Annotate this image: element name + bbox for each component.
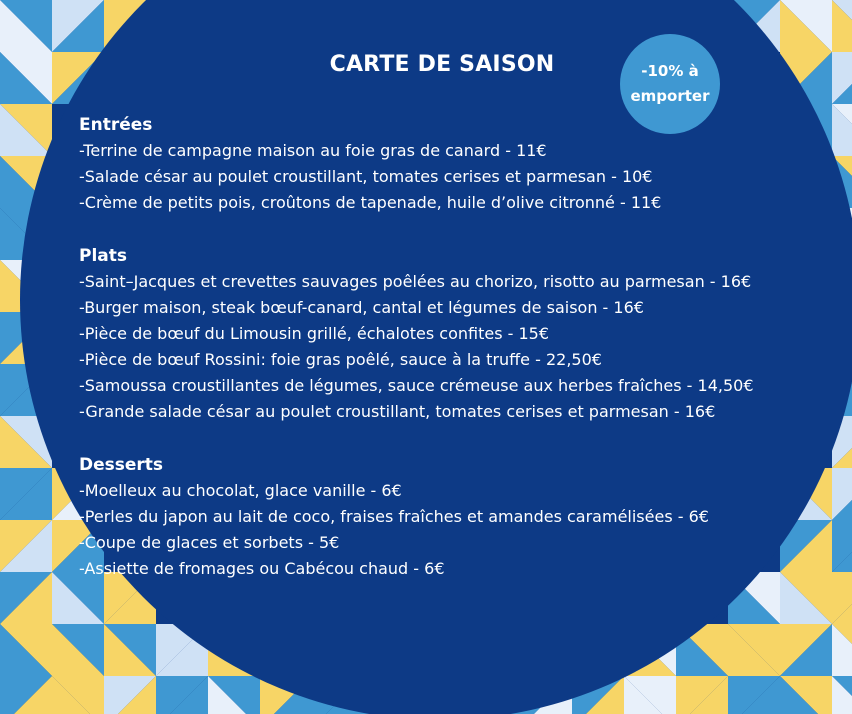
menu-item: -Pièce de bœuf Rossini: foie gras poêlé, sauce à la truffe - 22,50€ [79,350,602,369]
section-title: Plats [79,246,128,266]
menu-list [79,112,819,609]
section-plats [79,243,819,425]
section-title: Entrées [79,115,153,135]
section-title: Desserts [79,455,164,475]
section-desserts [79,452,819,582]
menu-item: -Grande salade césar au poulet croustillant, tomates cerises et parmesan - 16€ [79,402,716,421]
section-entrees [79,112,819,216]
menu-item: -Coupe de glaces et sorbets - 5€ [79,533,340,552]
menu-item: -Saint–Jacques et crevettes sauvages poêlées au chorizo, risotto au parmesan - 16€ [79,272,752,291]
menu-item: -Perles du japon au lait de coco, fraises fraîches et amandes caramélisées - 6€ [79,507,709,526]
badge-line-2: emporter [630,87,710,105]
menu-item: -Pièce de bœuf du Limousin grillé, échalotes confites - 15€ [79,324,550,343]
badge-line-1: -10% à [641,62,699,80]
menu-item: -Assiette de fromages ou Cabécou chaud - 6€ [79,559,445,578]
menu-item: -Crème de petits pois, croûtons de tapenade, huile d’olive citronné - 11€ [79,193,662,212]
menu-item: -Moelleux au chocolat, glace vanille - 6€ [79,481,402,500]
menu-item: -Salade césar au poulet croustillant, tomates cerises et parmesan - 10€ [79,167,653,186]
menu-item: -Samoussa croustillantes de légumes, sauce crémeuse aux herbes fraîches - 14,50€ [79,376,754,395]
menu-title: CARTE DE SAISON [329,52,555,77]
menu-item: -Terrine de campagne maison au foie gras de canard - 11€ [79,141,547,160]
menu-item: -Burger maison, steak bœuf-canard, cantal et légumes de saison - 16€ [79,298,644,317]
